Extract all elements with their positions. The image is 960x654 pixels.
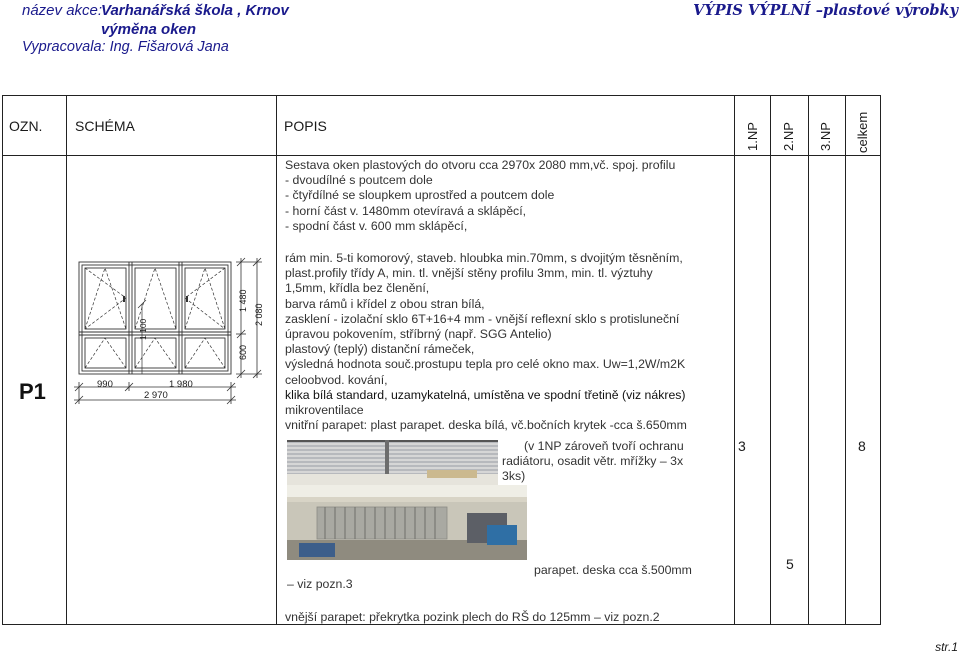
spec-line: mikroventilace <box>285 403 364 418</box>
page-number: str.1 <box>935 640 958 654</box>
spec-line: plastový (teplý) distanční rámeček, <box>285 342 475 357</box>
tilt-turn-symbol <box>85 268 126 329</box>
sill-500: parapet. deska cca š.500mm <box>534 563 692 577</box>
dim-2970: 2 970 <box>144 390 168 401</box>
spec-line: zasklení - izolační sklo 6T+16+4 mm - vnější reflexní sklo s protisluneční <box>285 311 680 326</box>
tilt-symbol <box>85 338 126 368</box>
col-divider <box>734 95 735 625</box>
spec-line: úpravou pokovením, stříbrný (např. SGG Antelio) <box>285 327 552 342</box>
action-name-line2: výměna oken <box>101 21 197 38</box>
description-block <box>285 158 675 234</box>
col-header-ozn: OZN. <box>9 118 43 134</box>
col-header-schema: SCHÉMA <box>75 118 135 134</box>
sash-lower-right <box>185 338 225 368</box>
description-line: - spodní část v. 600 mm sklápěcí, <box>285 218 468 233</box>
col-header-popis: POPIS <box>284 118 327 134</box>
spec-line: rám min. 5-ti komorový, staveb. hloubka min.70mm, s dvojitým těsněním, <box>285 251 683 265</box>
photo-radiator <box>287 485 527 560</box>
sash-lower-left <box>85 338 126 368</box>
col-divider <box>66 95 67 625</box>
description-line: Sestava oken plastových do otvoru cca 2970x 2080 mm,vč. spoj. profilu <box>285 158 676 172</box>
spec-line: plast.profily třídy A, min. tl. vnější stěny profilu 3mm, min. tl. výztuhy <box>285 266 653 281</box>
col-divider <box>2 95 3 625</box>
action-label: název akce: <box>22 2 103 19</box>
note-line: (v 1NP zároveň tvoří ochranu <box>524 439 684 453</box>
spec-line: klika bílá standard, uzamykatelná, umístěna ve spodní třetině (viz nákres) <box>285 387 686 402</box>
spec-line: výsledná hodnota souč.prostupu tepla pro celé okno max. Uw=1,2W/m2K <box>285 357 686 372</box>
tilt-turn-symbol <box>185 268 225 329</box>
tilt-symbol <box>185 338 225 368</box>
description-line: - dvoudílné s poutcem dole <box>285 173 433 188</box>
document-title: VÝPIS VÝPLNÍ –plastové výrobky <box>693 2 958 19</box>
item-code: P1 <box>19 379 46 404</box>
col-header-3np: 3.NP <box>818 122 833 151</box>
note-block <box>502 439 684 485</box>
dim-990: 990 <box>97 379 113 390</box>
window-inner-frame <box>82 265 228 371</box>
action-name-line1: Varhanářská škola , Krnov <box>101 2 289 19</box>
handle <box>123 296 125 302</box>
prepared-by: Vypracovala: Ing. Fišarová Jana <box>22 39 229 55</box>
col-divider <box>808 95 809 625</box>
sash-upper-left <box>85 268 126 329</box>
spec-line: vnitřní parapet: plast parapet. deska bílá, vč.bočních krytek -cca š.650mm <box>285 418 687 433</box>
sash-lower-middle <box>135 338 176 368</box>
tilt-turn-symbol <box>85 268 126 329</box>
outer-sill: vnější parapet: překrytka pozink plech do RŠ do 125mm – viz pozn.2 <box>285 610 660 624</box>
blinds-drawing <box>287 440 498 485</box>
table-top-border <box>2 95 880 96</box>
dim-1100: 1 100 <box>138 318 148 340</box>
col-divider <box>845 95 846 625</box>
dim-1980: 1 980 <box>169 379 193 390</box>
see-note-3: – viz pozn.3 <box>287 577 353 591</box>
dim-1480: 1 480 <box>238 289 248 312</box>
spec-line: celoobvod. kování, <box>285 372 388 387</box>
tilt-symbol <box>135 338 176 368</box>
table-header-border <box>2 155 880 156</box>
tilt-turn-symbol <box>185 268 225 329</box>
photo-window-blinds <box>287 440 498 485</box>
col-divider <box>276 95 277 625</box>
note-line: radiátoru, osadit větr. mřížky – 3x <box>502 454 684 469</box>
col-header-2np: 2.NP <box>781 122 796 151</box>
qty-total: 8 <box>858 438 866 454</box>
spec-block <box>285 251 687 433</box>
col-divider <box>770 95 771 625</box>
qty-3np: 5 <box>786 556 794 572</box>
spec-line: barva rámů i křídel z obou stran bílá, <box>285 296 485 311</box>
handle <box>186 296 188 302</box>
col-divider <box>880 95 881 625</box>
sash-upper-right <box>185 268 225 329</box>
radiator-drawing <box>287 485 527 560</box>
qty-1np: 3 <box>738 438 746 454</box>
dim-600: 600 <box>238 344 248 360</box>
col-header-1np: 1.NP <box>745 122 760 151</box>
description-line: - čtyřdílné se sloupkem uprostřed a poutcem dole <box>285 188 555 203</box>
note-line: 3ks) <box>502 469 526 484</box>
description-line: - horní část v. 1480mm otevíravá a sklápěcí, <box>285 203 527 218</box>
col-header-total: celkem <box>855 111 870 153</box>
dim-2080: 2 080 <box>254 303 264 326</box>
window-schema <box>70 248 274 420</box>
spec-line: 1,5mm, křídla bez členění, <box>285 281 430 296</box>
